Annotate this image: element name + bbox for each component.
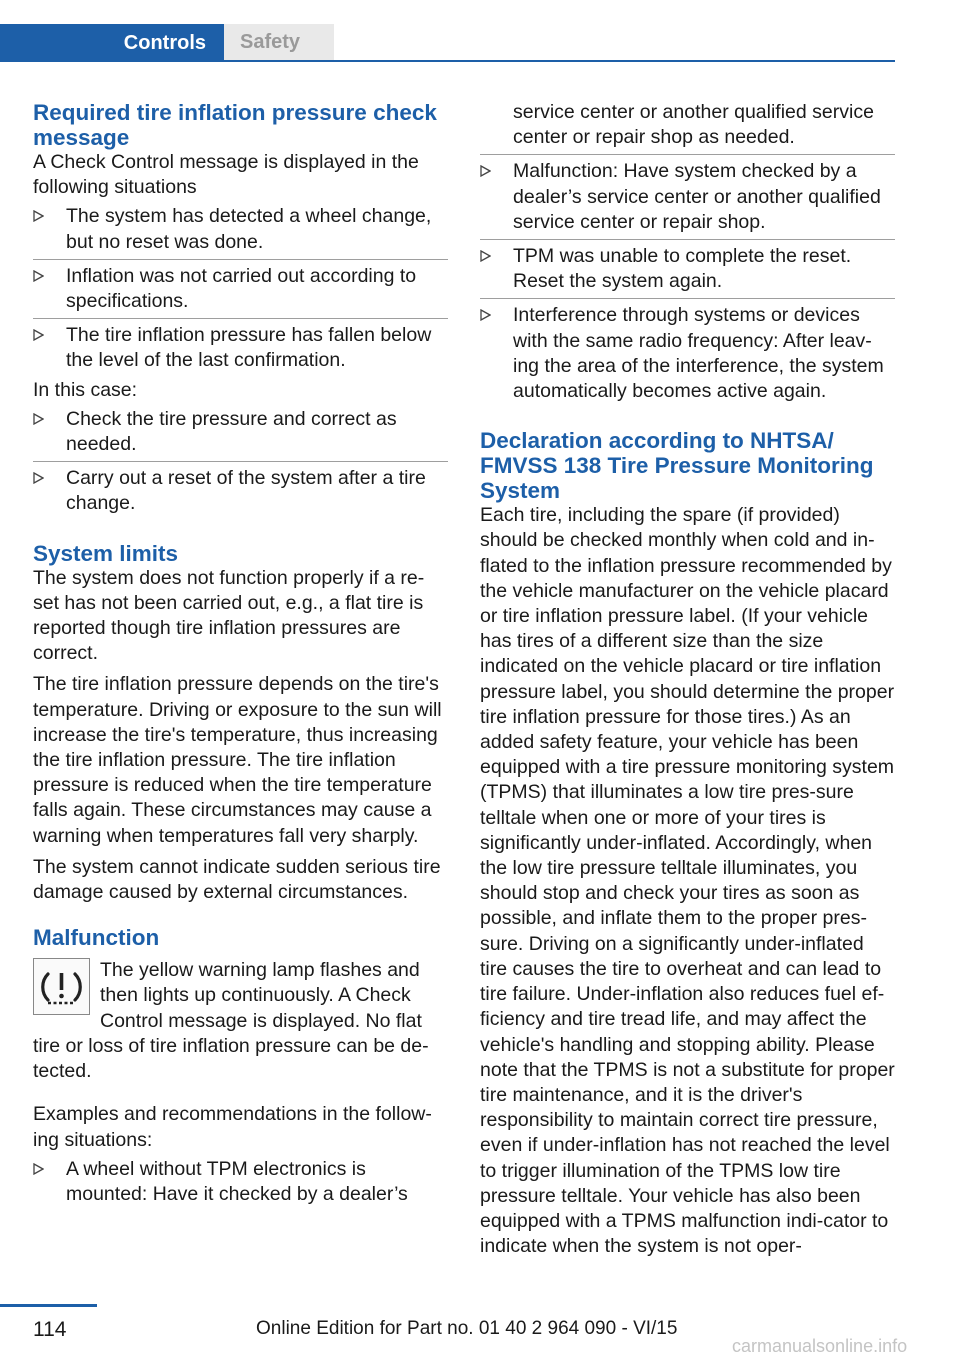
- heading-malfunction: Malfunction: [33, 925, 160, 951]
- footer-rule: [0, 1304, 97, 1307]
- watermark: carmanualsonline.info: [732, 1336, 908, 1356]
- edition-note: Online Edition for Part no. 01 40 2 964 090 - VI/15: [256, 1318, 678, 1339]
- list-item: [33, 462, 448, 520]
- list-item: [33, 403, 448, 462]
- triangle-bullet-icon: [480, 303, 494, 321]
- paragraph-nhtsa-declaration: Each tire, including the spare (if provided) should be checked monthly when cold and in‐flated to the inflation pressure recommended by the vehicle manufacturer on the vehicle placard or tire inflation pressure label. (If your vehicle has tires of a different size than the size indicated on the vehicle placard or tire inflation pressure label, you should determine the proper tire inflation pressure for those tires.) As an added safety feature, your vehicle has been equipped with a tire pressure monitoring system (TPMS) that illuminates a low tire pres‐sure telltale when one or more of your tires is significantly under-inflated. Accordingly, when the low tire pressure telltale illuminates, you should stop and check your tires as soon as possible, and inflate them to the proper pres‐sure. Driving on a significantly under-inflated tire causes the tire to overheat and can lead to tire failure. Under-inflation also reduces fuel ef‐ficiency and tire tread life, and may affect the vehicle's handling and stopping ability. Please note that the TPMS is not a substitute for proper tire maintenance, and it is the driver's responsibility to maintain correct tire pressure, even if under-inflation has not reached the level to trigger illumination of the TPMS low tire pressure telltale. Your vehicle has also been equipped with a TPMS malfunction indi‐cator to indicate when the system is not oper‐: [480, 504, 895, 1258]
- list-item-text: Carry out a reset of the system after a tire change.: [66, 467, 426, 515]
- triangle-bullet-icon: [33, 1157, 47, 1175]
- triangle-bullet-icon: [33, 264, 47, 282]
- heading-check-message: Required tire inflation pressure check message: [33, 100, 437, 150]
- tire-pressure-warning-icon: [33, 958, 90, 1015]
- page-number: 114: [33, 1318, 67, 1341]
- list-item-text: Malfunction: Have system checked by a dealer’s service center or another qualified service center or repair shop.: [513, 160, 881, 233]
- heading-system-limits: System limits: [33, 540, 179, 566]
- heading-nhtsa-declaration: Declaration according to NHTSA/ FMVSS 138 Tire Pressure Monitoring System: [480, 428, 874, 504]
- page-header: [0, 24, 895, 62]
- right-column: [480, 100, 895, 1259]
- list-item: [480, 240, 895, 299]
- list-item-text: Inflation was not carried out according to specifications.: [66, 264, 417, 313]
- triangle-bullet-icon: [480, 159, 494, 177]
- tab-safety[interactable]: Safety: [224, 24, 334, 60]
- triangle-bullet-icon: [33, 323, 47, 341]
- paragraph-in-this-case: In this case:: [33, 378, 138, 401]
- list-item: [33, 1153, 448, 1211]
- list-item-text: Interference through systems or devices with the same radio frequency: After leav‐ing the area of the interference, the system automatically becomes active again.: [513, 304, 884, 403]
- paragraph-limits-2: The tire inflation pressure depends on the tire's temperature. Driving or exposure to the sun will increase the tire's temperature, thus increasing the tire inflation pressure. The tire inflation pressure is reduced when the tire temperature falls again. These circumstances may cause a warning when temperatures fall very sharply.: [33, 673, 442, 847]
- examples-list-continued: [480, 100, 895, 408]
- paragraph-examples: Examples and recommendations in the follow‐ing situations:: [33, 1103, 432, 1151]
- paragraph-limits-3: The system cannot indicate sudden serious tire damage caused by external circumstances.: [33, 855, 441, 904]
- case-actions-list: [33, 403, 448, 521]
- list-item-text: The tire inflation pressure has fallen below the level of the last confirmation.: [66, 324, 432, 372]
- paragraph-malfunction: The yellow warning lamp flashes and then lights up continuously. A Check Control message is displayed. No flat tire or loss of tire inflation pressure can be de‐tected.: [33, 959, 429, 1083]
- paragraph-limits-1: The system does not function properly if a re‐set has not been carried out, e.g., a flat tire is reported though tire inflation pressures are correct.: [33, 566, 425, 665]
- malfunction-block: [33, 958, 448, 1084]
- header-rule: [0, 60, 895, 62]
- triangle-bullet-icon: [33, 204, 47, 222]
- left-column: [33, 100, 448, 1211]
- check-situations-list: [33, 200, 448, 377]
- list-item: [33, 260, 448, 319]
- list-item-text: The system has detected a wheel change, but no reset was done.: [66, 205, 432, 253]
- list-item-text: TPM was unable to complete the reset. Reset the system again.: [513, 245, 852, 293]
- list-item-continued: [480, 100, 895, 155]
- triangle-bullet-icon: [33, 407, 47, 425]
- list-item-text: service center or another qualified service center or repair shop as needed.: [513, 101, 874, 149]
- tab-controls[interactable]: Controls: [0, 24, 224, 62]
- list-item-text: Check the tire pressure and correct as needed.: [66, 407, 397, 456]
- triangle-bullet-icon: [33, 466, 47, 484]
- list-item: [33, 200, 448, 259]
- paragraph-check-intro: A Check Control message is displayed in the following situations: [33, 151, 419, 199]
- list-item: [480, 155, 895, 240]
- list-item-text: A wheel without TPM electronics is mounted: Have it checked by a dealer’s: [66, 1157, 408, 1205]
- list-item: [480, 299, 895, 408]
- examples-list-start: [33, 1153, 448, 1211]
- list-item: [33, 319, 448, 377]
- triangle-bullet-icon: [480, 244, 494, 262]
